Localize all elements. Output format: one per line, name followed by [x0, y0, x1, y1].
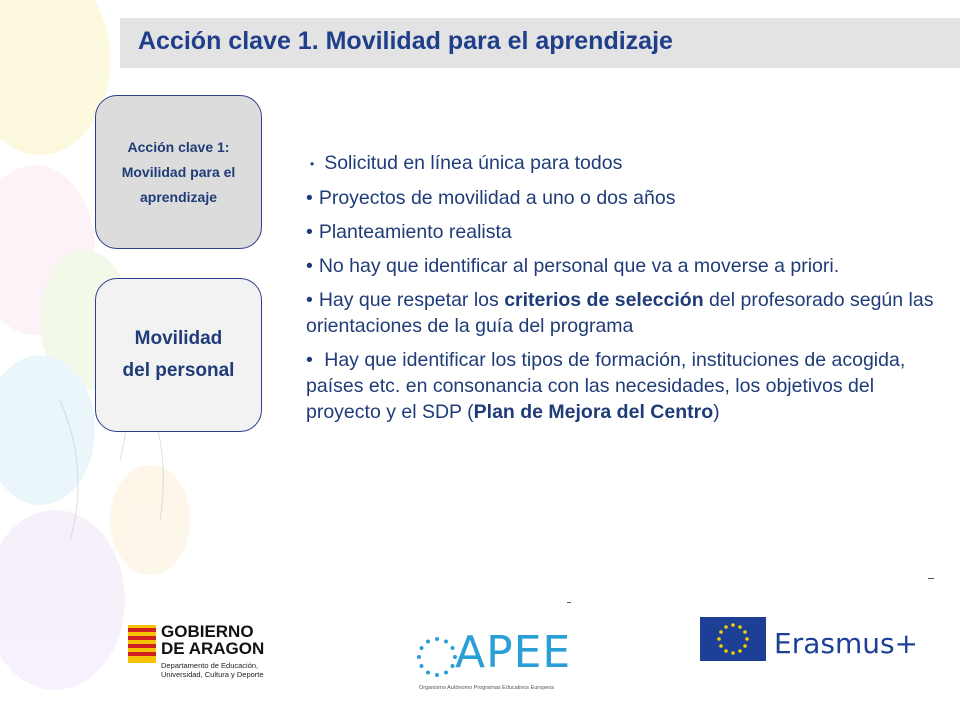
bullet-text: Planteamiento realista — [318, 220, 512, 243]
apee-subtitle: Organismo Autónomo Programas Educativos Europeos — [419, 685, 555, 691]
divider — [928, 578, 934, 579]
bullet-text: del profesorado según las orientaciones de la guía del programa — [306, 288, 934, 337]
bullet-bold-text: Plan de Mejora del Centro — [473, 400, 714, 423]
bullet-item: • No hay que identificar al personal que va a moverse a priori. — [306, 254, 840, 277]
bullet-bold-text: criterios de selección — [504, 288, 704, 311]
bullet-text: Hay que identificar los tipos de formación, instituciones de acogida, países etc. en consonancia con las necesidades, los objetivos del proyecto y el SDP ( — [306, 348, 906, 423]
gobierno-aragon-logo — [128, 621, 288, 681]
divider — [567, 602, 571, 603]
bullet-list — [306, 150, 936, 433]
bullet-item: • Hay que respetar los criterios de selección del profesorado según las orientaciones de la guía del programa — [306, 288, 934, 337]
staff-mobility-box — [95, 278, 262, 432]
gobierno-title: GOBIERNO DE ARAGON — [161, 622, 265, 658]
eu-flag-icon — [700, 617, 766, 661]
erasmus-wordmark: Erasmus+ — [774, 627, 919, 660]
staff-mobility-label: Movilidad del personal — [122, 328, 235, 381]
key-action-box — [95, 95, 262, 249]
erasmus-logo — [700, 617, 930, 675]
bullet-text: ) — [713, 400, 720, 423]
bullet-item: • Solicitud en línea única para todos — [310, 152, 623, 174]
title-bar — [120, 18, 960, 68]
bullet-text: Hay que respetar los — [318, 288, 505, 311]
aragon-flag-icon — [128, 625, 156, 663]
bullet-item: • Hay que identificar los tipos de formación, instituciones de acogida, países etc. en consonancia con las necesidades, los objetivos del proyecto y el SDP (Plan de Mejora del Centro) — [306, 348, 906, 423]
key-action-label: Acción clave 1: Movilidad para el aprendizaje — [121, 138, 236, 205]
stars-circle-icon — [415, 635, 459, 679]
bullet-text: Proyectos de movilidad a uno o dos años — [318, 186, 676, 209]
slide-title: Acción clave 1. Movilidad para el aprendizaje — [138, 27, 673, 55]
footer-logos — [0, 605, 960, 695]
bullet-text: No hay que identificar al personal que va a moverse a priori. — [318, 254, 840, 277]
bullet-item: • Proyectos de movilidad a uno o dos años — [306, 186, 676, 209]
apee-wordmark: APEE — [455, 627, 572, 678]
bullet-text: Solicitud en línea única para todos — [324, 152, 623, 174]
apee-logo — [415, 625, 575, 691]
bullet-item: • Planteamiento realista — [306, 220, 512, 243]
gobierno-subtitle: Departamento de Educación, Universidad, Cultura y Deporte — [161, 661, 264, 679]
